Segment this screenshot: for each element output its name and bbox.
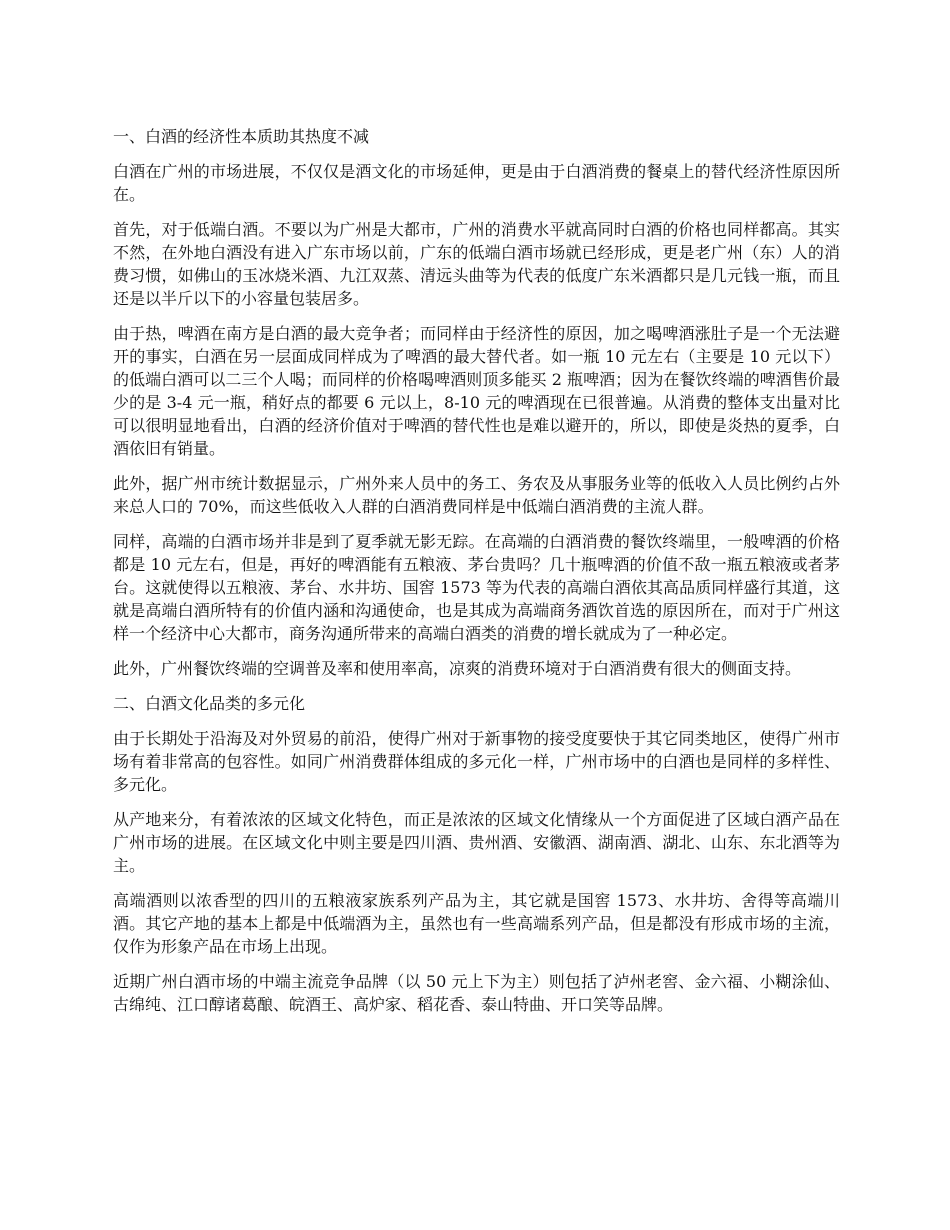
paragraph-8: 从产地来分，有着浓浓的区域文化特色，而正是浓浓的区域文化情缘从一个方面促进了区域白酒产品在广州市场的进展。在区域文化中则主要是四川酒、贵州酒、安徽酒、湖南酒、湖北、山东、东北酒等为主。 (113, 810, 840, 875)
paragraph-6: 此外，广州餐饮终端的空调普及率和使用率高，凉爽的消费环境对于白酒消费有很大的侧面支持。 (113, 659, 802, 678)
section-heading-2: 二、白酒文化品类的多元化 (113, 694, 306, 713)
paragraph-7: 由于长期处于沿海及对外贸易的前沿，使得广州对于新事物的接受度要快于其它同类地区，使得广州市场有着非常高的包容性。如同广州消费群体组成的多元化一样，广州市场中的白酒也是同样的多样性、多元化。 (113, 729, 840, 794)
paragraph-4: 此外，据广州市统计数据显示，广州外来人员中的务工、务农及从事服务业等的低收入人员比例约占外来总人口的 70%，而这些低收入人群的白酒消费同样是中低端白酒消费的主流人群。 (113, 474, 840, 516)
document-page (113, 125, 840, 1028)
section-heading-1: 一、白酒的经济性本质助其热度不减 (113, 127, 370, 146)
paragraph-1: 白酒在广州的市场进展，不仅仅是酒文化的市场延伸，更是由于白酒消费的餐桌上的替代经济性原因所在。 (113, 162, 840, 204)
paragraph-9: 高端酒则以浓香型的四川的五粮液家族系列产品为主，其它就是国窖 1573、水井坊、舍得等高端川酒。其它产地的基本上都是中低端酒为主，虽然也有一些高端系列产品，但是都没有形成市场的主流，仅作为形象产品在市场上出现。 (113, 891, 840, 956)
paragraph-5: 同样，高端的白酒市场并非是到了夏季就无影无踪。在高端的白酒消费的餐饮终端里，一般啤酒的价格都是 10 元左右，但是，再好的啤酒能有五粮液、茅台贵吗？几十瓶啤酒的价值不敌一瓶五粮液或者茅台。这就使得以五粮液、茅台、水井坊、国窖 1573 等为代表的高端白酒依其高品质同样盛行其道，这就是高端白酒所特有的价值内涵和沟通使命，也是其成为高端商务酒饮首选的原因所在，而对于广州这样一个经济中心大都市，商务沟通所带来的高端白酒类的消费的增长就成为了一种必定。 (113, 532, 840, 643)
paragraph-3: 由于热，啤酒在南方是白酒的最大竞争者；而同样由于经济性的原因，加之喝啤酒涨肚子是一个无法避开的事实，白酒在另一层面成同样成为了啤酒的最大替代者。如一瓶 10 元左右（主要是 10 元以下）的低端白酒可以二三个人喝；而同样的价格喝啤酒则顶多能买 2 瓶啤酒；因为在餐饮终端的啤酒售价最少的是 3-4 元一瓶，稍好点的都要 6 元以上，8-10 元的啤酒现在已很普遍。从消费的整体支出量对比可以很明显地看出，白酒的经济价值对于啤酒的替代性也是难以避开的，所以，即使是炎热的夏季，白酒依旧有销量。 (113, 324, 840, 458)
paragraph-10: 近期广州白酒市场的中端主流竞争品牌（以 50 元上下为主）则包括了泸州老窖、金六福、小糊涂仙、古绵纯、江口醇诸葛酿、皖酒王、高炉家、稻花香、泰山特曲、开口笑等品牌。 (113, 972, 840, 1014)
paragraph-2: 首先，对于低端白酒。不要以为广州是大都市，广州的消费水平就高同时白酒的价格也同样都高。其实不然，在外地白酒没有进入广东市场以前，广东的低端白酒市场就已经形成，更是老广州（东）人的消费习惯，如佛山的玉冰烧米酒、九江双蒸、清远头曲等为代表的低度广东米酒都只是几元钱一瓶，而且还是以半斤以下的小容量包装居多。 (113, 220, 840, 308)
